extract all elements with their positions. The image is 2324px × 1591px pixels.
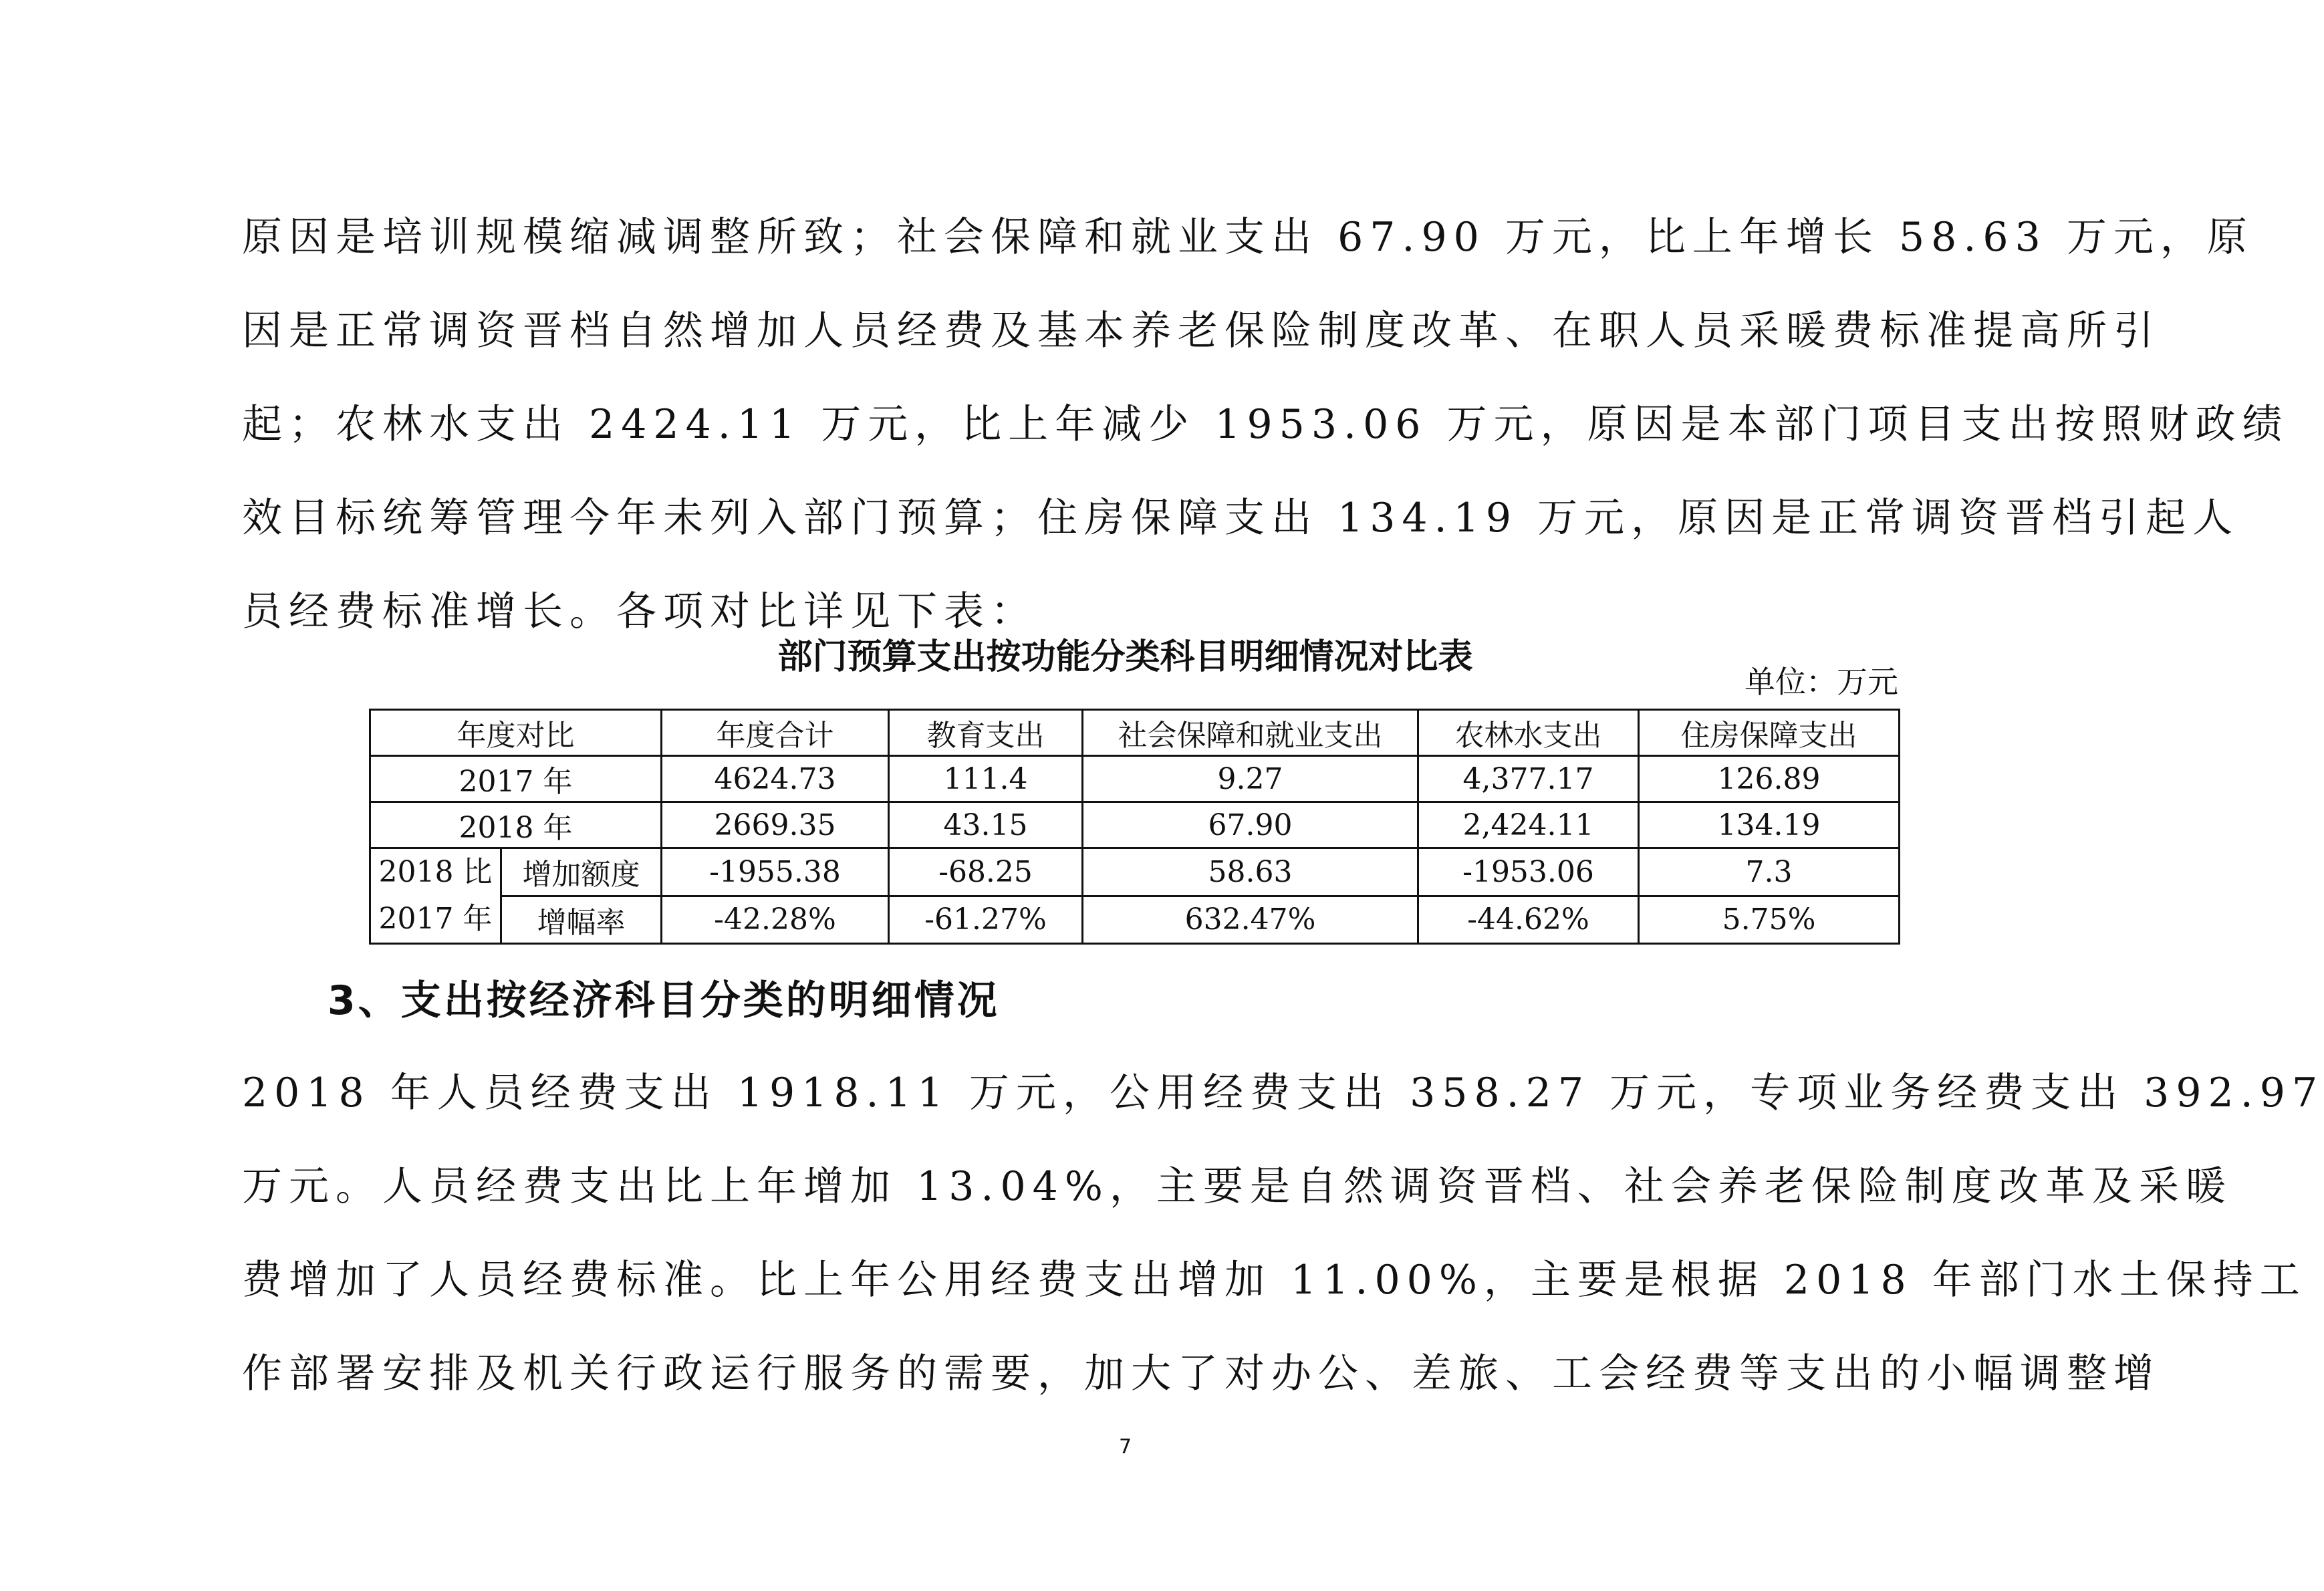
paragraph-1-line-4: 效目标统筹管理今年未列入部门预算；住房保障支出 134.19 万元，原因是正常调资晋档引起人 <box>242 495 2240 541</box>
table-cell: 2669.35 <box>662 802 889 848</box>
comparison-label-line-1: 2018 比 <box>378 855 493 889</box>
table-cell: -1955.38 <box>662 848 889 896</box>
header-cell: 年度合计 <box>662 710 889 756</box>
table-cell: -68.25 <box>889 848 1083 896</box>
table-cell: -1953.06 <box>1418 848 1639 896</box>
table-row <box>370 756 1900 802</box>
table-cell: -44.62% <box>1418 896 1639 944</box>
table-cell: 111.4 <box>889 756 1083 802</box>
table-cell: 134.19 <box>1639 802 1900 848</box>
row-label: 增加额度 <box>501 848 662 896</box>
paragraph-1-line-1: 原因是培训规模缩减调整所致；社会保障和就业支出 67.90 万元，比上年增长 58.63 万元，原 <box>242 214 2254 261</box>
unit-label: 单位：万元 <box>1745 664 1898 700</box>
table-cell: 4624.73 <box>662 756 889 802</box>
paragraph-2 <box>242 1046 2324 1421</box>
paragraph-2-line-3: 费增加了人员经费标准。比上年公用经费支出增加 11.00%，主要是根据 2018 年部门水土保持工 <box>242 1257 2307 1304</box>
table-cell: 67.90 <box>1083 802 1418 848</box>
paragraph-2-line-4: 作部署安排及机关行政运行服务的需要，加大了对办公、差旅、工会经费等支出的小幅调整增 <box>242 1350 2160 1397</box>
paragraph-1-line-2: 因是正常调资晋档自然增加人员经费及基本养老保险制度改革、在职人员采暖费标准提高所引 <box>242 308 2160 354</box>
table-cell: 2,424.11 <box>1418 802 1639 848</box>
comparison-label-line-2: 2017 年 <box>378 902 493 936</box>
budget-comparison-table <box>369 709 1900 945</box>
table-cell: -42.28% <box>662 896 889 944</box>
table-cell: 5.75% <box>1639 896 1900 944</box>
table-cell: 9.27 <box>1083 756 1418 802</box>
header-cell: 教育支出 <box>889 710 1083 756</box>
page-number: 7 <box>1118 1435 1132 1459</box>
paragraph-2-line-2: 万元。人员经费支出比上年增加 13.04%，主要是自然调资晋档、社会养老保险制度改革及采暖 <box>242 1163 2232 1210</box>
table-row <box>370 896 1900 944</box>
row-label: 2017 年 <box>370 756 662 802</box>
table-cell: 632.47% <box>1083 896 1418 944</box>
table-cell: 126.89 <box>1639 756 1900 802</box>
table-cell: -61.27% <box>889 896 1083 944</box>
paragraph-2-line-1: 2018 年人员经费支出 1918.11 万元，公用经费支出 358.27 万元，专项业务经费支出 392.97 <box>242 1070 2324 1116</box>
header-cell: 住房保障支出 <box>1639 710 1900 756</box>
comparison-label <box>370 848 501 944</box>
row-label: 2018 年 <box>370 802 662 848</box>
header-cell: 农林水支出 <box>1418 710 1639 756</box>
section-heading: 3、支出按经济科目分类的明细情况 <box>328 977 1000 1024</box>
table-row <box>370 802 1900 848</box>
table-cell: 43.15 <box>889 802 1083 848</box>
table-cell: 4,377.17 <box>1418 756 1639 802</box>
paragraph-1 <box>242 191 2289 658</box>
header-cell: 年度对比 <box>370 710 662 756</box>
table-cell: 58.63 <box>1083 848 1418 896</box>
header-cell: 社会保障和就业支出 <box>1083 710 1418 756</box>
table-title: 部门预算支出按功能分类科目明细情况对比表 <box>777 637 1473 677</box>
table-cell: 7.3 <box>1639 848 1900 896</box>
table-row <box>370 848 1900 896</box>
table-header-row <box>370 710 1900 756</box>
paragraph-1-line-3: 起；农林水支出 2424.11 万元，比上年减少 1953.06 万元，原因是本部门项目支出按照财政绩 <box>242 401 2289 448</box>
row-label: 增幅率 <box>501 896 662 944</box>
paragraph-1-line-5: 员经费标准增长。各项对比详见下表： <box>242 588 1037 635</box>
